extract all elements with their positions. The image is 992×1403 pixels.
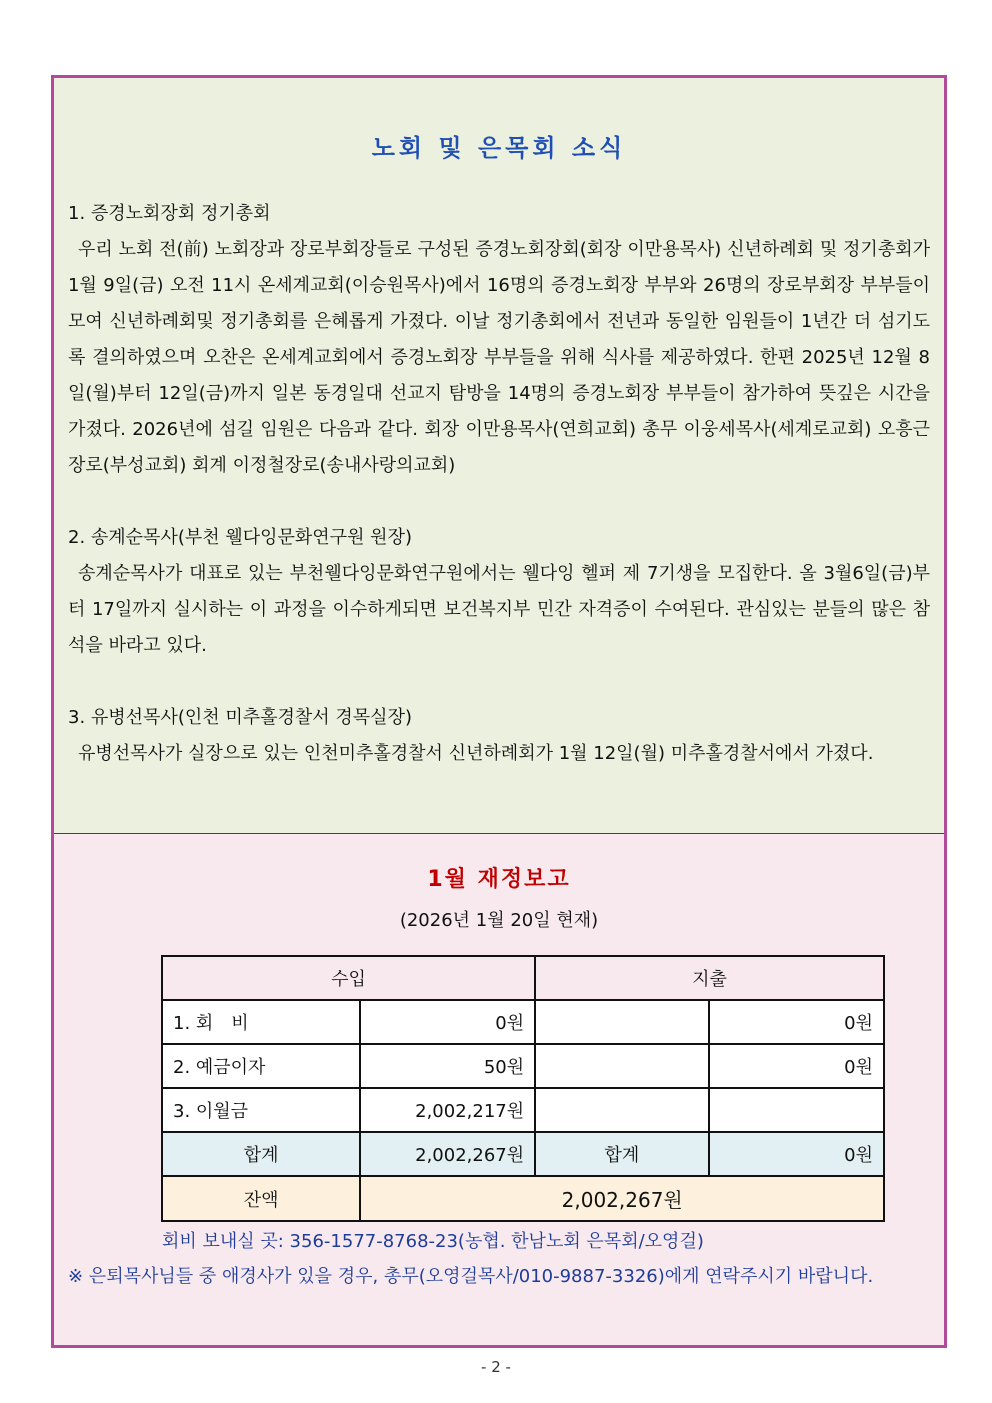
expense-label — [535, 1044, 708, 1088]
report-panel — [54, 834, 944, 1345]
total-expense: 0원 — [709, 1132, 884, 1176]
balance-value: 2,002,267원 — [360, 1176, 884, 1221]
income-amount: 2,002,217원 — [360, 1088, 535, 1132]
expense-label — [535, 1000, 708, 1044]
income-amount: 50원 — [360, 1044, 535, 1088]
table-row — [162, 1088, 884, 1132]
page-number: - 2 - — [481, 1358, 511, 1376]
table-header-row — [162, 956, 884, 1000]
total-income: 2,002,267원 — [360, 1132, 535, 1176]
row-label: 2. 예금이자 — [162, 1044, 360, 1088]
report-date: (2026년 1월 20일 현재) — [399, 910, 599, 931]
expense-header: 지출 — [535, 956, 884, 1000]
expense-amount: 0원 — [709, 1000, 884, 1044]
expense-label — [535, 1088, 708, 1132]
row-label: 1. 회 비 — [162, 1000, 360, 1044]
account-note: 회비 보내실 곳: 356-1577-8768-23(농협. 한남노회 은목회/오영걸) — [162, 1231, 704, 1252]
news-panel — [54, 78, 944, 834]
table-row — [162, 1044, 884, 1088]
section-3-heading: 3. 유병선목사(인천 미추홀경찰서 경목실장) — [68, 707, 412, 728]
total-expense-label: 합계 — [535, 1132, 708, 1176]
balance-row — [162, 1176, 884, 1221]
section-1-heading: 1. 증경노회장회 정기총회 — [68, 203, 271, 224]
news-title: 노회 및 은목회 소식 — [371, 134, 627, 162]
total-row — [162, 1132, 884, 1176]
finance-table — [161, 955, 885, 1222]
expense-amount: 0원 — [709, 1044, 884, 1088]
section-2-heading: 2. 송계순목사(부천 웰다잉문화연구원 원장) — [68, 527, 412, 548]
total-label: 합계 — [162, 1132, 360, 1176]
section-1-body: 우리 노회 전(前) 노회장과 장로부회장들로 구성된 증경노회장회(회장 이만용목사) 신년하례회 및 정기총회가 1월 9일(금) 오전 11시 온세계교회(이승원목사)에서 16명의 증경노회장 부부와 26명의 장로부회장 부부들이 모여 신년하례회및 정기총회를 은혜롭게 가졌다. 이날 정기총회에서 전년과 동일한 임원들이 1년간 더 섬기도록 결의하였으며 오찬은 온세계교회에서 증경노회장 부부들을 위해 식사를 제공하였다. 한편 2025년 12월 8일(월)부터 12일(금)까지 일본 동경일대 선교지 탐방을 14명의 증경노회장 부부들이 참가하여 뜻깊은 시간을 가졌다. 2026년에 섬길 임원은 다음과 같다. 회장 이만용목사(연희교회) 총무 이웅세목사(세계로교회) 오흥근장로(부성교회) 회계 이정철장로(송내사랑의교회) — [68, 239, 930, 476]
report-title: 1월 재정보고 — [427, 867, 571, 892]
section-3-body: 유병선목사가 실장으로 있는 인천미추홀경찰서 신년하례회가 1월 12일(월) 미추홀경찰서에서 가졌다. — [78, 743, 874, 764]
table-row — [162, 1000, 884, 1044]
row-label: 3. 이월금 — [162, 1088, 360, 1132]
income-header: 수입 — [162, 956, 535, 1000]
news-content — [68, 196, 930, 772]
section-2-body: 송계순목사가 대표로 있는 부천웰다잉문화연구원에서는 웰다잉 헬퍼 제 7기생을 모집한다. 올 3월6일(금)부터 17일까지 실시하는 이 과정을 이수하게되면 보건복지부 민간 자격증이 수여된다. 관심있는 분들의 많은 참석을 바라고 있다. — [68, 563, 930, 656]
page-frame — [51, 75, 947, 1348]
income-amount: 0원 — [360, 1000, 535, 1044]
balance-label: 잔액 — [162, 1176, 360, 1221]
expense-amount — [709, 1088, 884, 1132]
contact-note: ※ 은퇴목사님들 중 애경사가 있을 경우, 총무(오영걸목사/010-9887-3326)에게 연락주시기 바랍니다. — [68, 1266, 874, 1287]
